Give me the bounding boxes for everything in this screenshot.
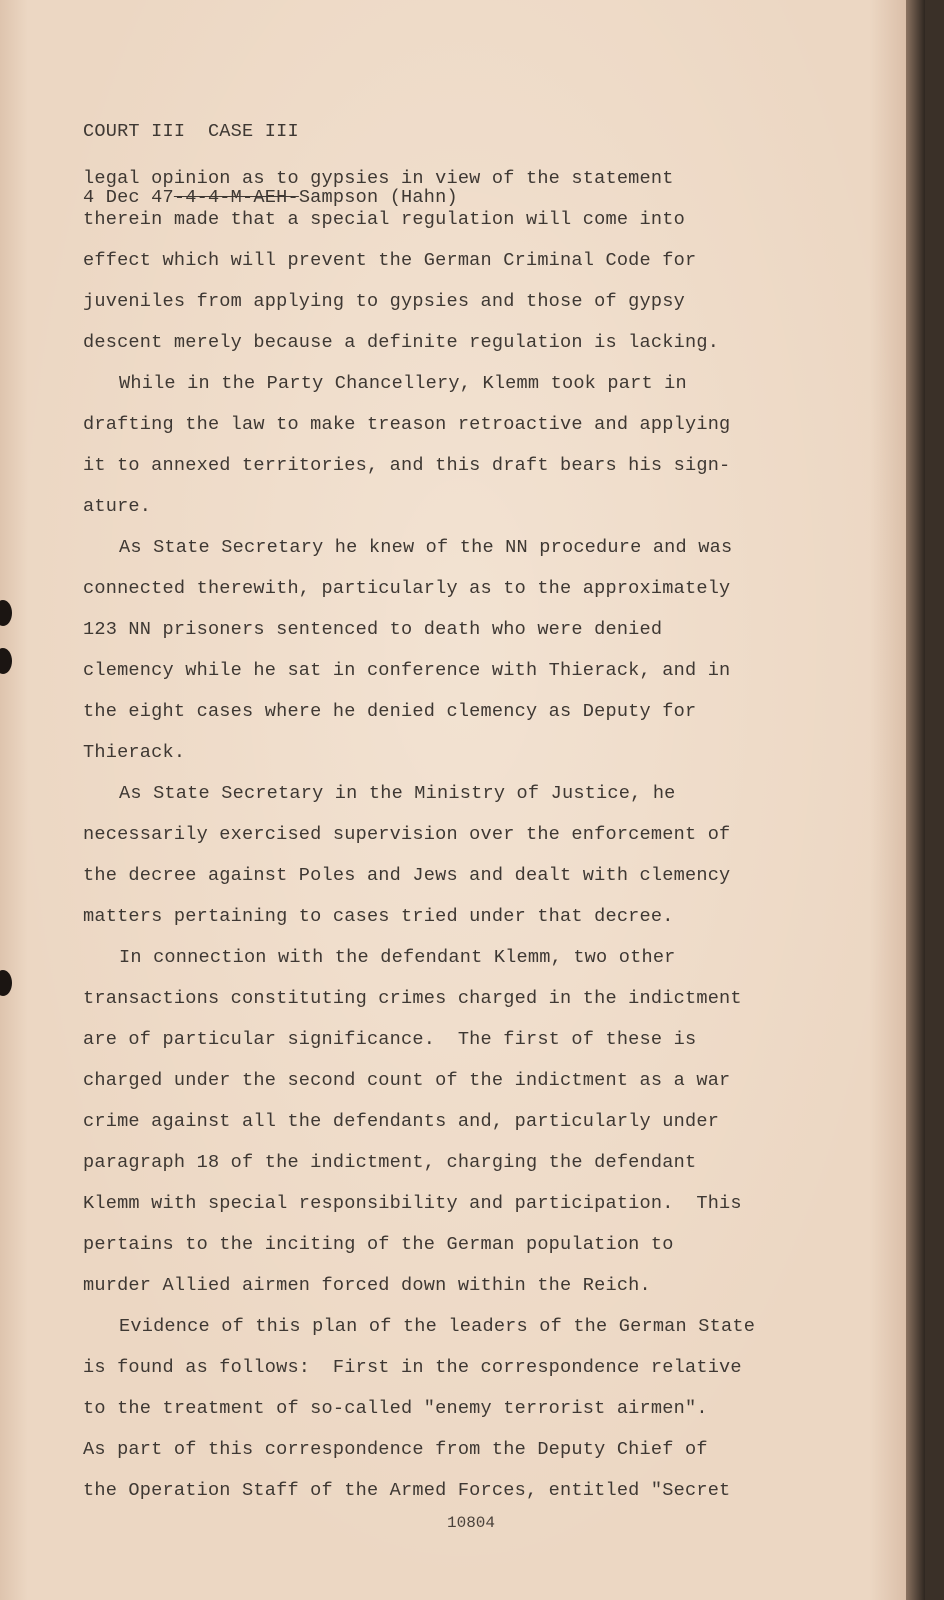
text-line: drafting the law to make treason retroactive and applying [83,414,731,435]
text-line: it to annexed territories, and this draft bears his sign- [83,455,731,476]
text-line: necessarily exercised supervision over the enforcement of [83,824,731,845]
text-line: connected therewith, particularly as to the approximately [83,578,731,599]
text-line: to the treatment of so-called "enemy terrorist airmen". [83,1398,708,1419]
text-line: Klemm with special responsibility and participation. This [83,1193,742,1214]
text-line: pertains to the inciting of the German population to [83,1234,674,1255]
text-line: ature. [83,496,152,517]
text-line: Thierack. [83,742,186,763]
text-line: is found as follows: First in the correspondence relative [83,1357,742,1378]
punch-hole-3 [0,970,12,996]
court-case-line: COURT III CASE III [83,121,299,142]
text-line: Evidence of this plan of the leaders of the German State [119,1316,756,1337]
body-text [83,158,803,1511]
text-line: crime against all the defendants and, particularly under [83,1111,720,1132]
text-line: As part of this correspondence from the Deputy Chief of [83,1439,708,1460]
text-line: juveniles from applying to gypsies and those of gypsy [83,291,685,312]
text-line: legal opinion as to gypsies in view of the statement [83,168,674,189]
date-prefix: 4 Dec 47 [83,187,174,208]
text-line: clemency while he sat in conference with Thierack, and in [83,660,731,681]
text-line: While in the Party Chancellery, Klemm took part in [119,373,687,394]
text-line: therein made that a special regulation will come into [83,209,685,230]
struck-session-code: -4-4-M-AEH- [173,187,299,208]
text-line: As State Secretary in the Ministry of Justice, he [119,783,676,804]
text-line: paragraph 18 of the indictment, charging the defendant [83,1152,697,1173]
text-line: charged under the second count of the indictment as a war [83,1070,731,1091]
text-line: the Operation Staff of the Armed Forces, entitled "Secret [83,1480,731,1501]
text-line: descent merely because a definite regulation is lacking. [83,332,720,353]
text-line: As State Secretary he knew of the NN procedure and was [119,537,733,558]
page-number: 10804 [447,1514,496,1532]
text-line: 123 NN prisoners sentenced to death who were denied [83,619,663,640]
reporter-names: Sampson (Hahn) [298,187,458,208]
text-line: the decree against Poles and Jews and dealt with clemency [83,865,731,886]
punch-hole-1 [0,600,12,626]
punch-hole-2 [0,648,12,674]
text-line: transactions constituting crimes charged in the indictment [83,988,742,1009]
text-line: murder Allied airmen forced down within the Reich. [83,1275,651,1296]
page-edge-shadow [906,0,925,1600]
text-line: In connection with the defendant Klemm, two other [119,947,676,968]
text-line: the eight cases where he denied clemency as Deputy for [83,701,697,722]
text-line: are of particular significance. The first of these is [83,1029,697,1050]
text-line: matters pertaining to cases tried under that decree. [83,906,674,927]
text-line: effect which will prevent the German Criminal Code for [83,250,697,271]
